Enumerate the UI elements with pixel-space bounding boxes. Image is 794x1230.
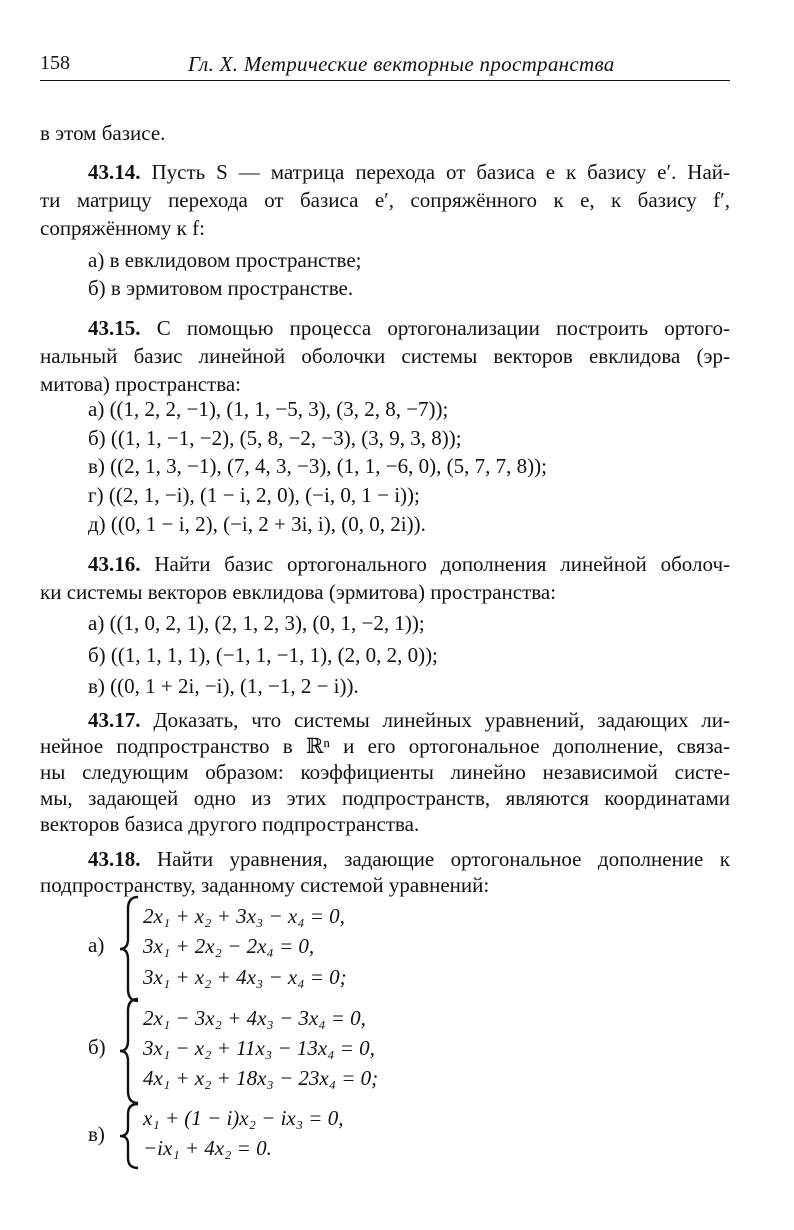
- problem-items: [88, 395, 547, 538]
- problem-item: а) ((1, 0, 2, 1), (2, 1, 2, 3), (0, 1, −2, 1));: [88, 611, 425, 635]
- problem-line: 43.15. С помощью процесса ортогонализации построить ортого-: [88, 316, 730, 340]
- problem-43-16: [40, 550, 730, 606]
- problem-number: 43.16.: [88, 552, 141, 576]
- problem-item: а) ((1, 2, 2, −1), (1, 1, −5, 3), (3, 2, 8, −7));: [88, 397, 449, 421]
- left-brace-icon: [118, 1102, 142, 1170]
- system-label: б): [88, 1035, 106, 1059]
- problem-item: в) ((0, 1 + 2i, −i), (1, −1, 2 − i)).: [88, 674, 359, 698]
- problem-item: в) ((2, 1, 3, −1), (7, 4, 3, −3), (1, 1, −6, 0), (5, 7, 7, 8));: [88, 454, 547, 479]
- problem-line: 43.16. Найти базис ортогонального дополнения линейной оболоч-: [88, 552, 730, 576]
- equation-system-c: в) x₁ + (1 − i)x₂ − ix₃ = 0, −ix₁ + 4x₂ = 0.: [88, 1102, 488, 1172]
- chapter-title: Гл. X. Метрические векторные пространства: [188, 52, 615, 76]
- problem-item: б) ((1, 1, 1, 1), (−1, 1, −1, 1), (2, 0, 2, 0));: [88, 642, 438, 667]
- problem-line: митова) пространства:: [40, 372, 241, 396]
- problem-line: сопряжённому к f:: [40, 216, 205, 240]
- problem-line: нальный базис линейной оболочки системы векторов евклидова (эр-: [40, 344, 730, 368]
- problem-number: 43.14.: [88, 160, 141, 184]
- problem-line: ти матрицу перехода от базиса e′, сопряжённого к e, к базису f′,: [40, 188, 730, 212]
- problem-43-14: [40, 158, 730, 242]
- problem-number: 43.17.: [88, 708, 141, 732]
- problem-item: а) в евклидовом пространстве; б) в эрмитовом пространстве.: [88, 248, 362, 300]
- problem-line: 43.17. Доказать, что системы линейных уравнений, задающих ли-: [88, 708, 731, 732]
- problem-43-18: [40, 846, 730, 898]
- problem-line: 43.18. Найти уравнения, задающие ортогональное дополнение к: [88, 847, 730, 871]
- problem-43-15: [40, 314, 730, 398]
- problem-43-17: [40, 707, 730, 837]
- problem-line: векторов базиса другого подпространства.: [40, 812, 420, 836]
- system-label: в): [88, 1122, 105, 1146]
- left-brace-icon: [118, 895, 142, 1003]
- problem-item: г) ((2, 1, −i), (1 − i, 2, 0), (−i, 0, 1 − i));: [88, 483, 420, 508]
- problem-line: подпространству, заданному системой уравнений:: [40, 873, 490, 897]
- page-number: 158: [40, 52, 70, 74]
- equation-system-a: а) 2x₁ + x₂ + 3x₃ − x₄ = 0, 3x₁ + 2x₂ − 2x₄ = 0, 3x₁ + x₂ + 4x₃ − x₄ = 0;: [88, 895, 488, 1005]
- problem-number: 43.15.: [88, 316, 141, 340]
- left-brace-icon: [118, 997, 142, 1105]
- problem-item: б) ((1, 1, −1, −2), (5, 8, −2, −3), (3, 9, 3, 8));: [88, 425, 462, 450]
- problem-line: мы, задающей одно из этих подпространств, являются координатами: [40, 786, 730, 810]
- problem-line: нейное подпространство в ℝⁿ и его ортогональное дополнение, связа-: [40, 734, 730, 758]
- problem-line: ны следующим образом: коэффициенты линейно независимой систе-: [40, 760, 730, 784]
- equation-system-b: б) 2x₁ − 3x₂ + 4x₃ − 3x₄ = 0, 3x₁ − x₂ + 11x₃ − 13x₄ = 0, 4x₁ + x₂ + 18x₃ − 23x₄ = 0;: [88, 997, 488, 1107]
- problem-item: д) ((0, 1 − i, 2), (−i, 2 + 3i, i), (0, 0, 2i)).: [88, 511, 426, 536]
- problem-number: 43.18.: [88, 847, 141, 871]
- running-header: [40, 52, 730, 81]
- paragraph-continuation: в этом базисе.: [40, 121, 166, 145]
- problem-items: [88, 608, 438, 703]
- system-label: а): [88, 933, 105, 957]
- problem-line: ки системы векторов евклидова (эрмитова) пространства:: [40, 580, 557, 604]
- problem-line: 43.14. Пусть S — матрица перехода от базиса e к базису e′. Най-: [88, 160, 730, 184]
